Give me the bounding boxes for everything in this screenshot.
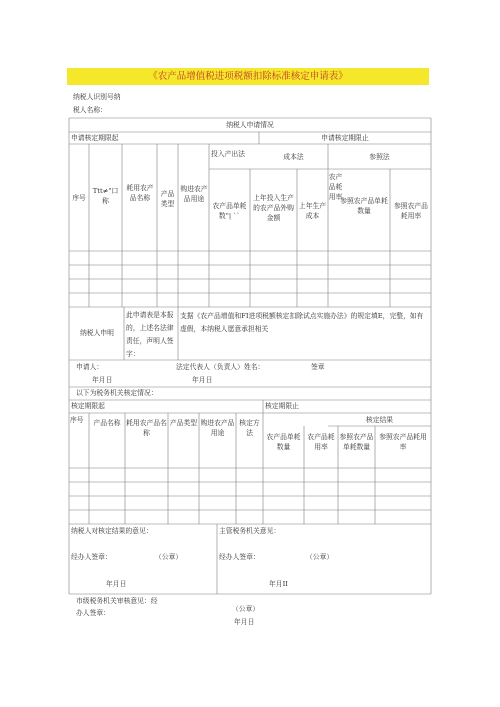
verify-period-start: 核定期限起 <box>71 402 105 410</box>
handler-right-label: 经办人签章： <box>219 553 260 561</box>
verify-period-end: 核定期限止 <box>265 402 299 410</box>
legal-rep-label: 法定代表人（负责人）姓名： <box>176 363 265 371</box>
s2-col-ref-rate: 参照农产品耗用率 <box>379 433 427 451</box>
official-seal-right: （公章） <box>306 553 334 561</box>
city-seal: （公章） <box>232 605 260 613</box>
s2-col-product: 产品名称 <box>93 419 121 427</box>
input-output-method: 投入产出法 <box>211 150 245 158</box>
reference-method: 参照法 <box>369 153 390 161</box>
handler-left-label: 经办人签章： <box>71 553 112 561</box>
section2-header: 以下为税务机关核定情况： <box>76 389 158 397</box>
col-consumed-product: 耗用农产品名称 <box>126 184 154 202</box>
statement-label: 纳税人申明 <box>80 329 114 337</box>
verify-result: 核定结果 <box>365 416 394 424</box>
col-ref-unit-consumption: 参照农产品单耗数量 <box>340 197 388 215</box>
date-right: 年月日 <box>192 376 213 384</box>
s2-col-purchase-use: 购进农产品用途 <box>200 419 235 437</box>
col-product-name: Ttt≠"口称 <box>92 187 119 205</box>
s2-col-ref-unit: 参照农产品单耗数量 <box>339 433 374 451</box>
col-ref-consumption-rate: 参照农产品耗用率 <box>394 202 428 220</box>
statement-right-text: 支据《农产品增值和FI进项税额核定扣除试点实施办法》的规定填E，完整，如有虚假，本纳税人愿意承担相关 <box>180 312 424 333</box>
official-seal-left: （公章） <box>155 553 183 561</box>
date-left: 年月日 <box>92 376 113 384</box>
period-start-label: 申请核定期限起 <box>71 134 119 142</box>
date-left-s3: 年月日 <box>106 580 127 588</box>
col-unit-consumption: 农产品单耗数"| `` <box>212 202 247 220</box>
cost-method: 成本法 <box>283 153 304 161</box>
taxpayer-name-label: 税人名称： <box>73 106 107 114</box>
tax-authority-opinion-label: 主管税务机关意见： <box>219 527 281 535</box>
city-date: 年月日 <box>234 618 255 626</box>
s2-col-unit-consumption: 农产品单耗数量 <box>266 433 301 451</box>
taxpayer-id-label: 纳税人识别号纳 <box>73 93 121 101</box>
s2-col-product-type: 产品类型 <box>169 419 198 427</box>
col-last-year-production-cost: 上年生产成本 <box>298 202 327 220</box>
seal-label: 签章 <box>311 363 325 371</box>
col-seq: 序号 <box>72 194 86 202</box>
page-title: 《农产品增值税进项税额扣除标准核定申请表》 <box>148 71 348 82</box>
city-opinion-label: 市级税务机关审核意见：经 <box>76 597 158 605</box>
col-purchase-use: 购进农产品用途 <box>180 185 208 203</box>
col-last-year-cost: 上年投入生产的农产品外购金额 <box>253 194 294 222</box>
section1-header: 纳税人申请情况 <box>226 121 274 129</box>
col-consumption-rate: 农产品耗用率 <box>328 173 343 201</box>
s2-col-consumption-rate: 农产品耗用率 <box>307 433 335 451</box>
taxpayer-opinion-label: 纳税人对核定结果的意见： <box>71 527 153 535</box>
s2-col-method: 核定方法 <box>239 419 260 437</box>
applicant-label: 申请人： <box>76 363 104 371</box>
period-end-label: 申请核定期限止 <box>321 134 369 142</box>
statement-left-text: 此申请表是本报的，上述名法律责任，声明人签字： <box>126 311 174 358</box>
date-right-s3: 年月II <box>269 580 288 588</box>
s2-col-seq: 序号 <box>70 416 84 424</box>
s2-col-consumed-product: 耗用农产品名称 <box>126 419 167 437</box>
col-product-type: 产品类型 <box>160 190 175 208</box>
city-handler-label: 办人签章： <box>76 609 110 617</box>
